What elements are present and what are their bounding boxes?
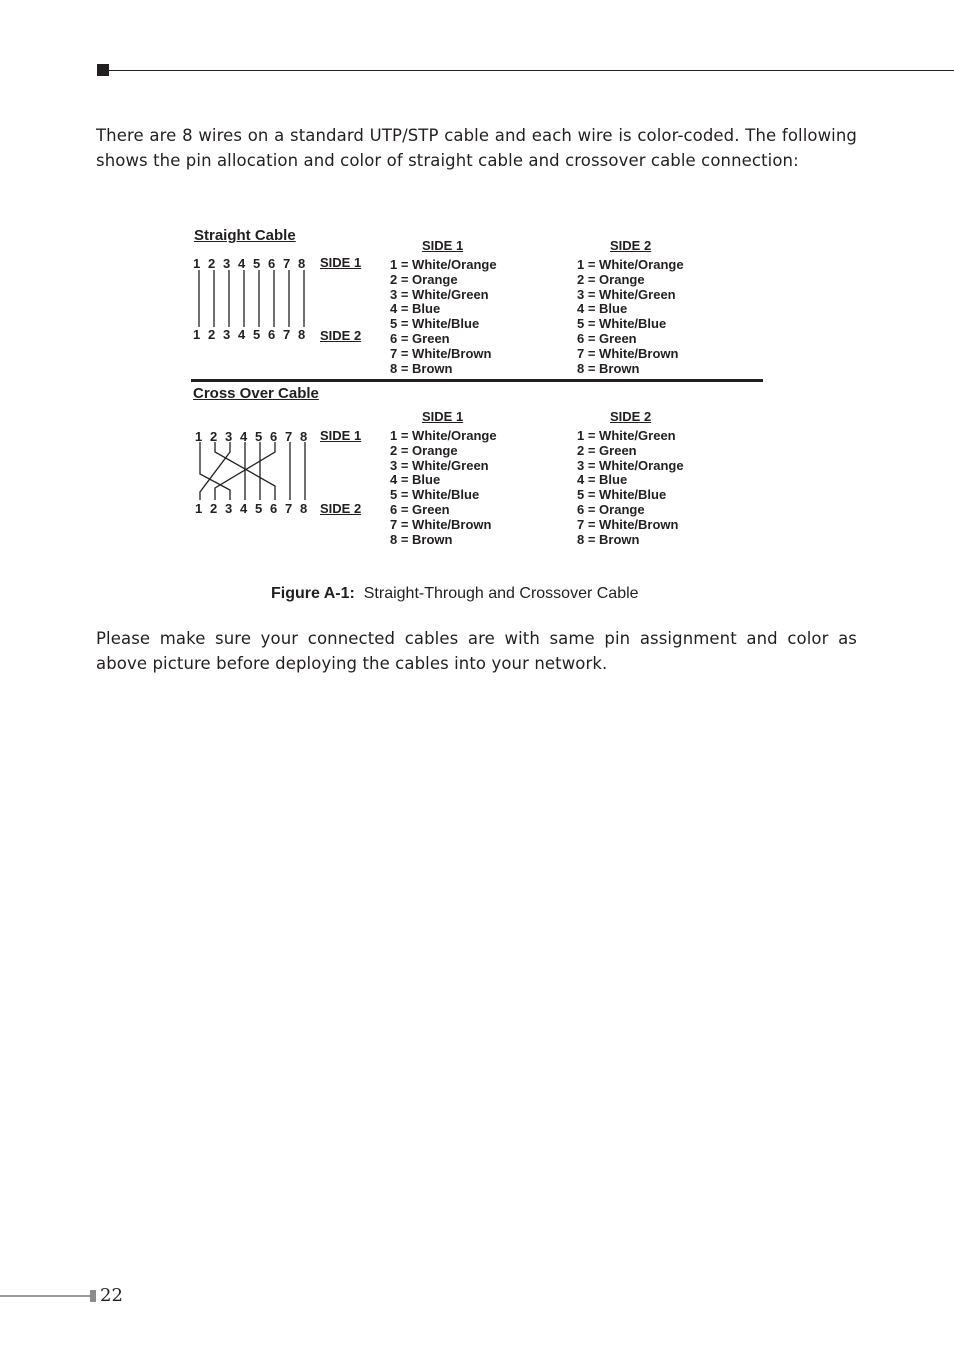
pin-label: 7 xyxy=(283,327,291,342)
pin-label: 4 xyxy=(238,327,246,342)
pin-label: 7 xyxy=(283,256,291,271)
outro-paragraph: Please make sure your connected cables are with same pin assignment and color as above picture before deploying the cables into your network. xyxy=(96,629,857,673)
color-entry: 6 = Green xyxy=(390,330,450,346)
pin-label: 5 xyxy=(253,327,261,342)
crossover-diagram-side1: SIDE 1 xyxy=(320,428,362,443)
pin-label: 3 xyxy=(223,256,231,271)
color-entry: 1 = White/Orange xyxy=(390,428,497,443)
straight-side1-colors xyxy=(390,258,497,376)
straight-side2-heading: SIDE 2 xyxy=(610,238,652,253)
pin-label: 2 xyxy=(210,429,218,444)
color-entry: 1 = White/Orange xyxy=(577,257,684,272)
page-number: 22 xyxy=(100,1285,123,1306)
color-entry: 5 = White/Blue xyxy=(390,487,480,503)
footer-marker xyxy=(90,1290,96,1302)
pin-label: 8 xyxy=(300,501,308,516)
crossover-side2-colors xyxy=(577,429,684,547)
color-entry: 7 = White/Brown xyxy=(390,345,492,361)
straight-diagram-side2: SIDE 2 xyxy=(320,328,362,343)
crossover-side2-heading: SIDE 2 xyxy=(610,409,652,424)
color-entry: 1 = White/Orange xyxy=(390,257,497,272)
color-entry: 2 = Green xyxy=(577,442,637,458)
pin-label: 1 xyxy=(195,501,203,516)
crossover-cable-title: Cross Over Cable xyxy=(193,385,319,402)
pin-label: 6 xyxy=(270,501,278,516)
pin-label: 1 xyxy=(193,256,201,271)
color-entry: 3 = White/Orange xyxy=(577,457,684,473)
pin-label: 5 xyxy=(255,501,263,516)
crossover-side1-colors xyxy=(390,429,497,547)
straight-side2-colors xyxy=(577,258,684,376)
color-entry: 4 = Blue xyxy=(390,472,441,488)
header-rule xyxy=(109,70,954,71)
color-entry: 5 = White/Blue xyxy=(577,487,667,503)
color-entry: 3 = White/Green xyxy=(577,286,676,302)
pin-label: 6 xyxy=(270,429,278,444)
color-entry: 7 = White/Brown xyxy=(577,516,679,532)
color-entry: 4 = Blue xyxy=(577,301,628,317)
color-entry: 2 = Orange xyxy=(390,442,458,458)
straight-wiring-diagram xyxy=(190,254,310,328)
color-entry: 6 = Orange xyxy=(577,501,645,517)
pin-label: 7 xyxy=(285,501,293,516)
pin-label: 8 xyxy=(300,429,308,444)
section-divider xyxy=(191,379,763,382)
header-marker xyxy=(97,64,109,76)
color-entry: 8 = Brown xyxy=(577,360,640,376)
straight-side1-heading: SIDE 1 xyxy=(422,238,464,253)
crossover-wiring-diagram xyxy=(190,424,314,502)
pin-label: 2 xyxy=(208,327,216,342)
pin-label: 4 xyxy=(238,256,246,271)
figure-caption xyxy=(271,585,639,603)
pin-label: 8 xyxy=(298,327,306,342)
color-entry: 8 = Brown xyxy=(390,360,453,376)
straight-cable-title: Straight Cable xyxy=(194,227,296,244)
pin-label: 1 xyxy=(193,327,201,342)
pin-label: 3 xyxy=(223,327,231,342)
color-entry: 8 = Brown xyxy=(577,531,640,547)
straight-diagram-side1: SIDE 1 xyxy=(320,255,362,270)
color-entry: 4 = Blue xyxy=(390,301,441,317)
pin-label: 5 xyxy=(253,256,261,271)
crossover-diagram-side2: SIDE 2 xyxy=(320,501,362,516)
color-entry: 7 = White/Brown xyxy=(390,516,492,532)
figure-caption-label: Figure A-1: xyxy=(271,585,355,602)
pin-label: 6 xyxy=(268,256,276,271)
pin-label: 3 xyxy=(225,501,233,516)
color-entry: 6 = Green xyxy=(390,501,450,517)
pin-label: 7 xyxy=(285,429,293,444)
pin-label: 2 xyxy=(210,501,218,516)
color-entry: 3 = White/Green xyxy=(390,457,489,473)
color-entry: 6 = Green xyxy=(577,330,637,346)
color-entry: 2 = Orange xyxy=(390,271,458,287)
pin-label: 6 xyxy=(268,327,276,342)
pin-label: 8 xyxy=(298,256,306,271)
color-entry: 2 = Orange xyxy=(577,271,645,287)
straight-bottom-pins xyxy=(193,327,313,342)
crossover-bottom-pins xyxy=(195,501,315,516)
figure-caption-text: Straight-Through and Crossover Cable xyxy=(363,585,639,602)
footer-rule xyxy=(0,1295,90,1297)
color-entry: 5 = White/Blue xyxy=(390,316,480,332)
pin-label: 1 xyxy=(195,429,203,444)
pin-label: 4 xyxy=(240,429,248,444)
color-entry: 5 = White/Blue xyxy=(577,316,667,332)
pin-label: 2 xyxy=(208,256,216,271)
color-entry: 8 = Brown xyxy=(390,531,453,547)
crossover-side1-heading: SIDE 1 xyxy=(422,409,464,424)
intro-paragraph: There are 8 wires on a standard UTP/STP cable and each wire is color-coded. The following shows the pin allocation and color of straight cable and crossover cable connection: xyxy=(96,126,857,170)
pin-label: 5 xyxy=(255,429,263,444)
pin-label: 4 xyxy=(240,501,248,516)
color-entry: 1 = White/Green xyxy=(577,428,676,443)
color-entry: 7 = White/Brown xyxy=(577,345,679,361)
color-entry: 3 = White/Green xyxy=(390,286,489,302)
color-entry: 4 = Blue xyxy=(577,472,628,488)
pin-label: 3 xyxy=(225,429,233,444)
